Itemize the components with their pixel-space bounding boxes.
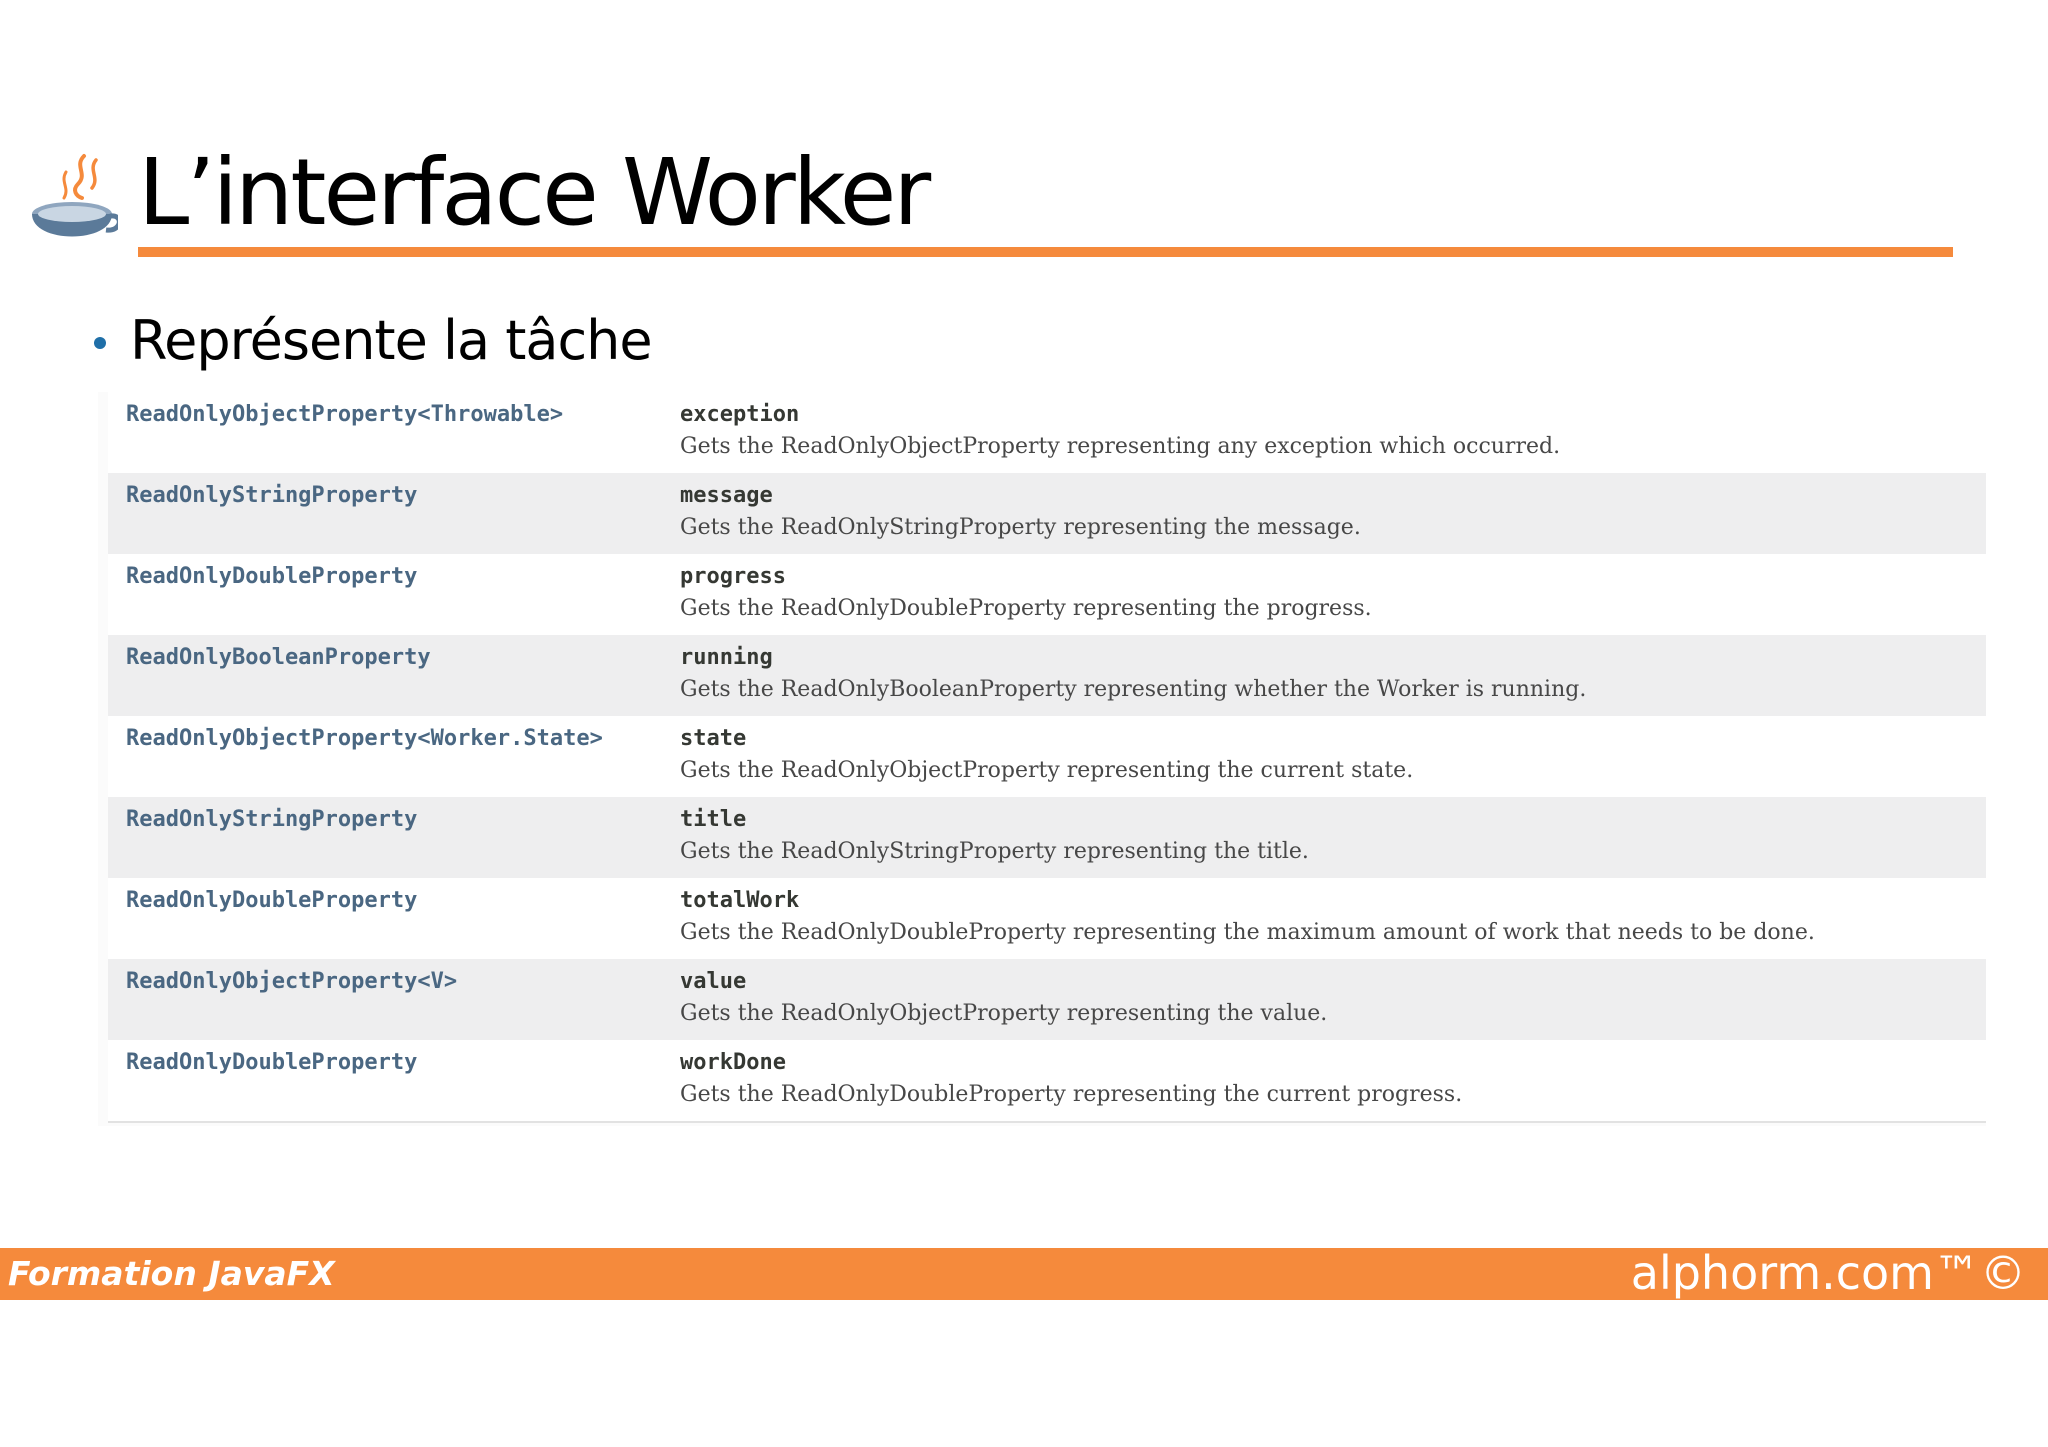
table-row xyxy=(108,959,1986,1040)
property-name-link[interactable]: running xyxy=(680,645,773,670)
javafx-coffee-cup-icon xyxy=(26,152,118,254)
property-name-link[interactable]: value xyxy=(680,969,747,994)
property-type-link[interactable]: ReadOnlyDoubleProperty xyxy=(126,1050,418,1075)
property-name-link[interactable]: message xyxy=(680,483,773,508)
property-type-link[interactable]: ReadOnlyBooleanProperty xyxy=(126,645,431,670)
property-description: Gets the ReadOnlyDoubleProperty representing the maximum amount of work that needs to be done. xyxy=(680,920,1815,945)
course-name: Formation JavaFX xyxy=(8,1254,335,1293)
bullet-dot-icon xyxy=(94,337,106,349)
bullet-item xyxy=(94,305,652,375)
property-type-link[interactable]: ReadOnlyDoubleProperty xyxy=(126,564,418,589)
footer-bar xyxy=(0,1248,2048,1300)
property-description: Gets the ReadOnlyObjectProperty representing the value. xyxy=(680,1001,1328,1026)
table-row xyxy=(108,473,1986,554)
table-row xyxy=(108,392,1986,473)
table-row xyxy=(108,1040,1986,1123)
property-name-link[interactable]: title xyxy=(680,807,747,832)
property-type-link[interactable]: ReadOnlyStringProperty xyxy=(126,807,418,832)
property-description: Gets the ReadOnlyStringProperty representing the title. xyxy=(680,839,1309,864)
property-type-link[interactable]: ReadOnlyDoubleProperty xyxy=(126,888,418,913)
property-description: Gets the ReadOnlyStringProperty representing the message. xyxy=(680,515,1361,540)
property-type-link[interactable]: ReadOnlyObjectProperty<V> xyxy=(126,969,458,994)
property-description: Gets the ReadOnlyBooleanProperty representing whether the Worker is running. xyxy=(680,677,1587,702)
table-row xyxy=(108,797,1986,878)
property-type-link[interactable]: ReadOnlyStringProperty xyxy=(126,483,418,508)
property-name-link[interactable]: progress xyxy=(680,564,786,589)
property-description: Gets the ReadOnlyDoubleProperty representing the current progress. xyxy=(680,1082,1463,1107)
table-row xyxy=(108,554,1986,635)
property-description: Gets the ReadOnlyObjectProperty representing the current state. xyxy=(680,758,1414,783)
table-row xyxy=(108,878,1986,959)
property-name-link[interactable]: state xyxy=(680,726,747,751)
property-name-link[interactable]: workDone xyxy=(680,1050,786,1075)
property-description: Gets the ReadOnlyObjectProperty representing any exception which occurred. xyxy=(680,434,1561,459)
brand-label: alphorm.com™© xyxy=(1630,1246,2026,1300)
property-type-link[interactable]: ReadOnlyObjectProperty<Worker.State> xyxy=(126,726,603,751)
property-description: Gets the ReadOnlyDoubleProperty representing the progress. xyxy=(680,596,1372,621)
table-row xyxy=(108,716,1986,797)
slide-title: L’interface Worker xyxy=(138,139,929,246)
table-row xyxy=(108,635,1986,716)
property-summary-table xyxy=(108,392,1986,1123)
property-name-link[interactable]: exception xyxy=(680,402,800,427)
property-name-link[interactable]: totalWork xyxy=(680,888,800,913)
property-type-link[interactable]: ReadOnlyObjectProperty<Throwable> xyxy=(126,402,564,427)
bullet-text: Représente la tâche xyxy=(130,308,652,372)
title-underline xyxy=(138,247,1953,257)
